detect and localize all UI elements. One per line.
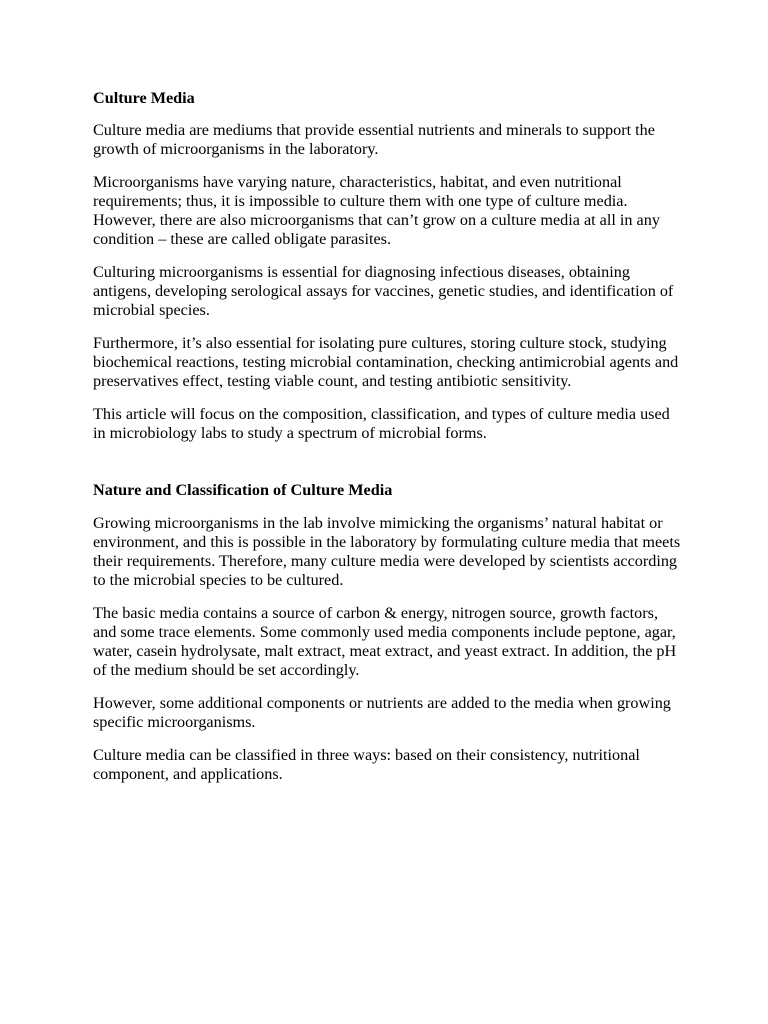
paragraph: The basic media contains a source of carbon & energy, nitrogen source, growth factors, and some trace elements. Some commonly used media components include peptone, agar, water, casein hydrolysate, malt extract, meat extract, and yeast extract. In addition, the pH of the medium should be set accordingly.: [93, 604, 677, 679]
paragraph: Culture media are mediums that provide essential nutrients and minerals to support the growth of microorganisms in the laboratory.: [93, 121, 655, 158]
paragraph: However, some additional components or nutrients are added to the media when growing specific microorganisms.: [93, 694, 671, 731]
paragraph: Growing microorganisms in the lab involve mimicking the organisms’ natural habitat or environment, and this is possible in the laboratory by formulating culture media that meets their requirements. Therefore, many culture media were developed by scientists according to the microbial species to be cultured.: [93, 514, 681, 589]
document-body: [93, 89, 683, 784]
paragraph: Culture media can be classified in three ways: based on their consistency, nutritional component, and applications.: [93, 746, 640, 783]
paragraph: This article will focus on the composition, classification, and types of culture media used in microbiology labs to study a spectrum of microbial forms.: [93, 405, 670, 442]
section-heading: Nature and Classification of Culture Media: [93, 481, 393, 499]
section-heading: Culture Media: [93, 89, 195, 107]
paragraph: Culturing microorganisms is essential for diagnosing infectious diseases, obtaining antigens, developing serological assays for vaccines, genetic studies, and identification of microbial species.: [93, 263, 674, 319]
paragraph: Furthermore, it’s also essential for isolating pure cultures, storing culture stock, studying biochemical reactions, testing microbial contamination, checking antimicrobial agents and preservatives effect, testing viable count, and testing antibiotic sensitivity.: [93, 334, 679, 390]
paragraph: Microorganisms have varying nature, characteristics, habitat, and even nutritional requirements; thus, it is impossible to culture them with one type of culture media. However, there are also microorganisms that can’t grow on a culture media at all in any condition – these are called obligate parasites.: [93, 173, 660, 248]
